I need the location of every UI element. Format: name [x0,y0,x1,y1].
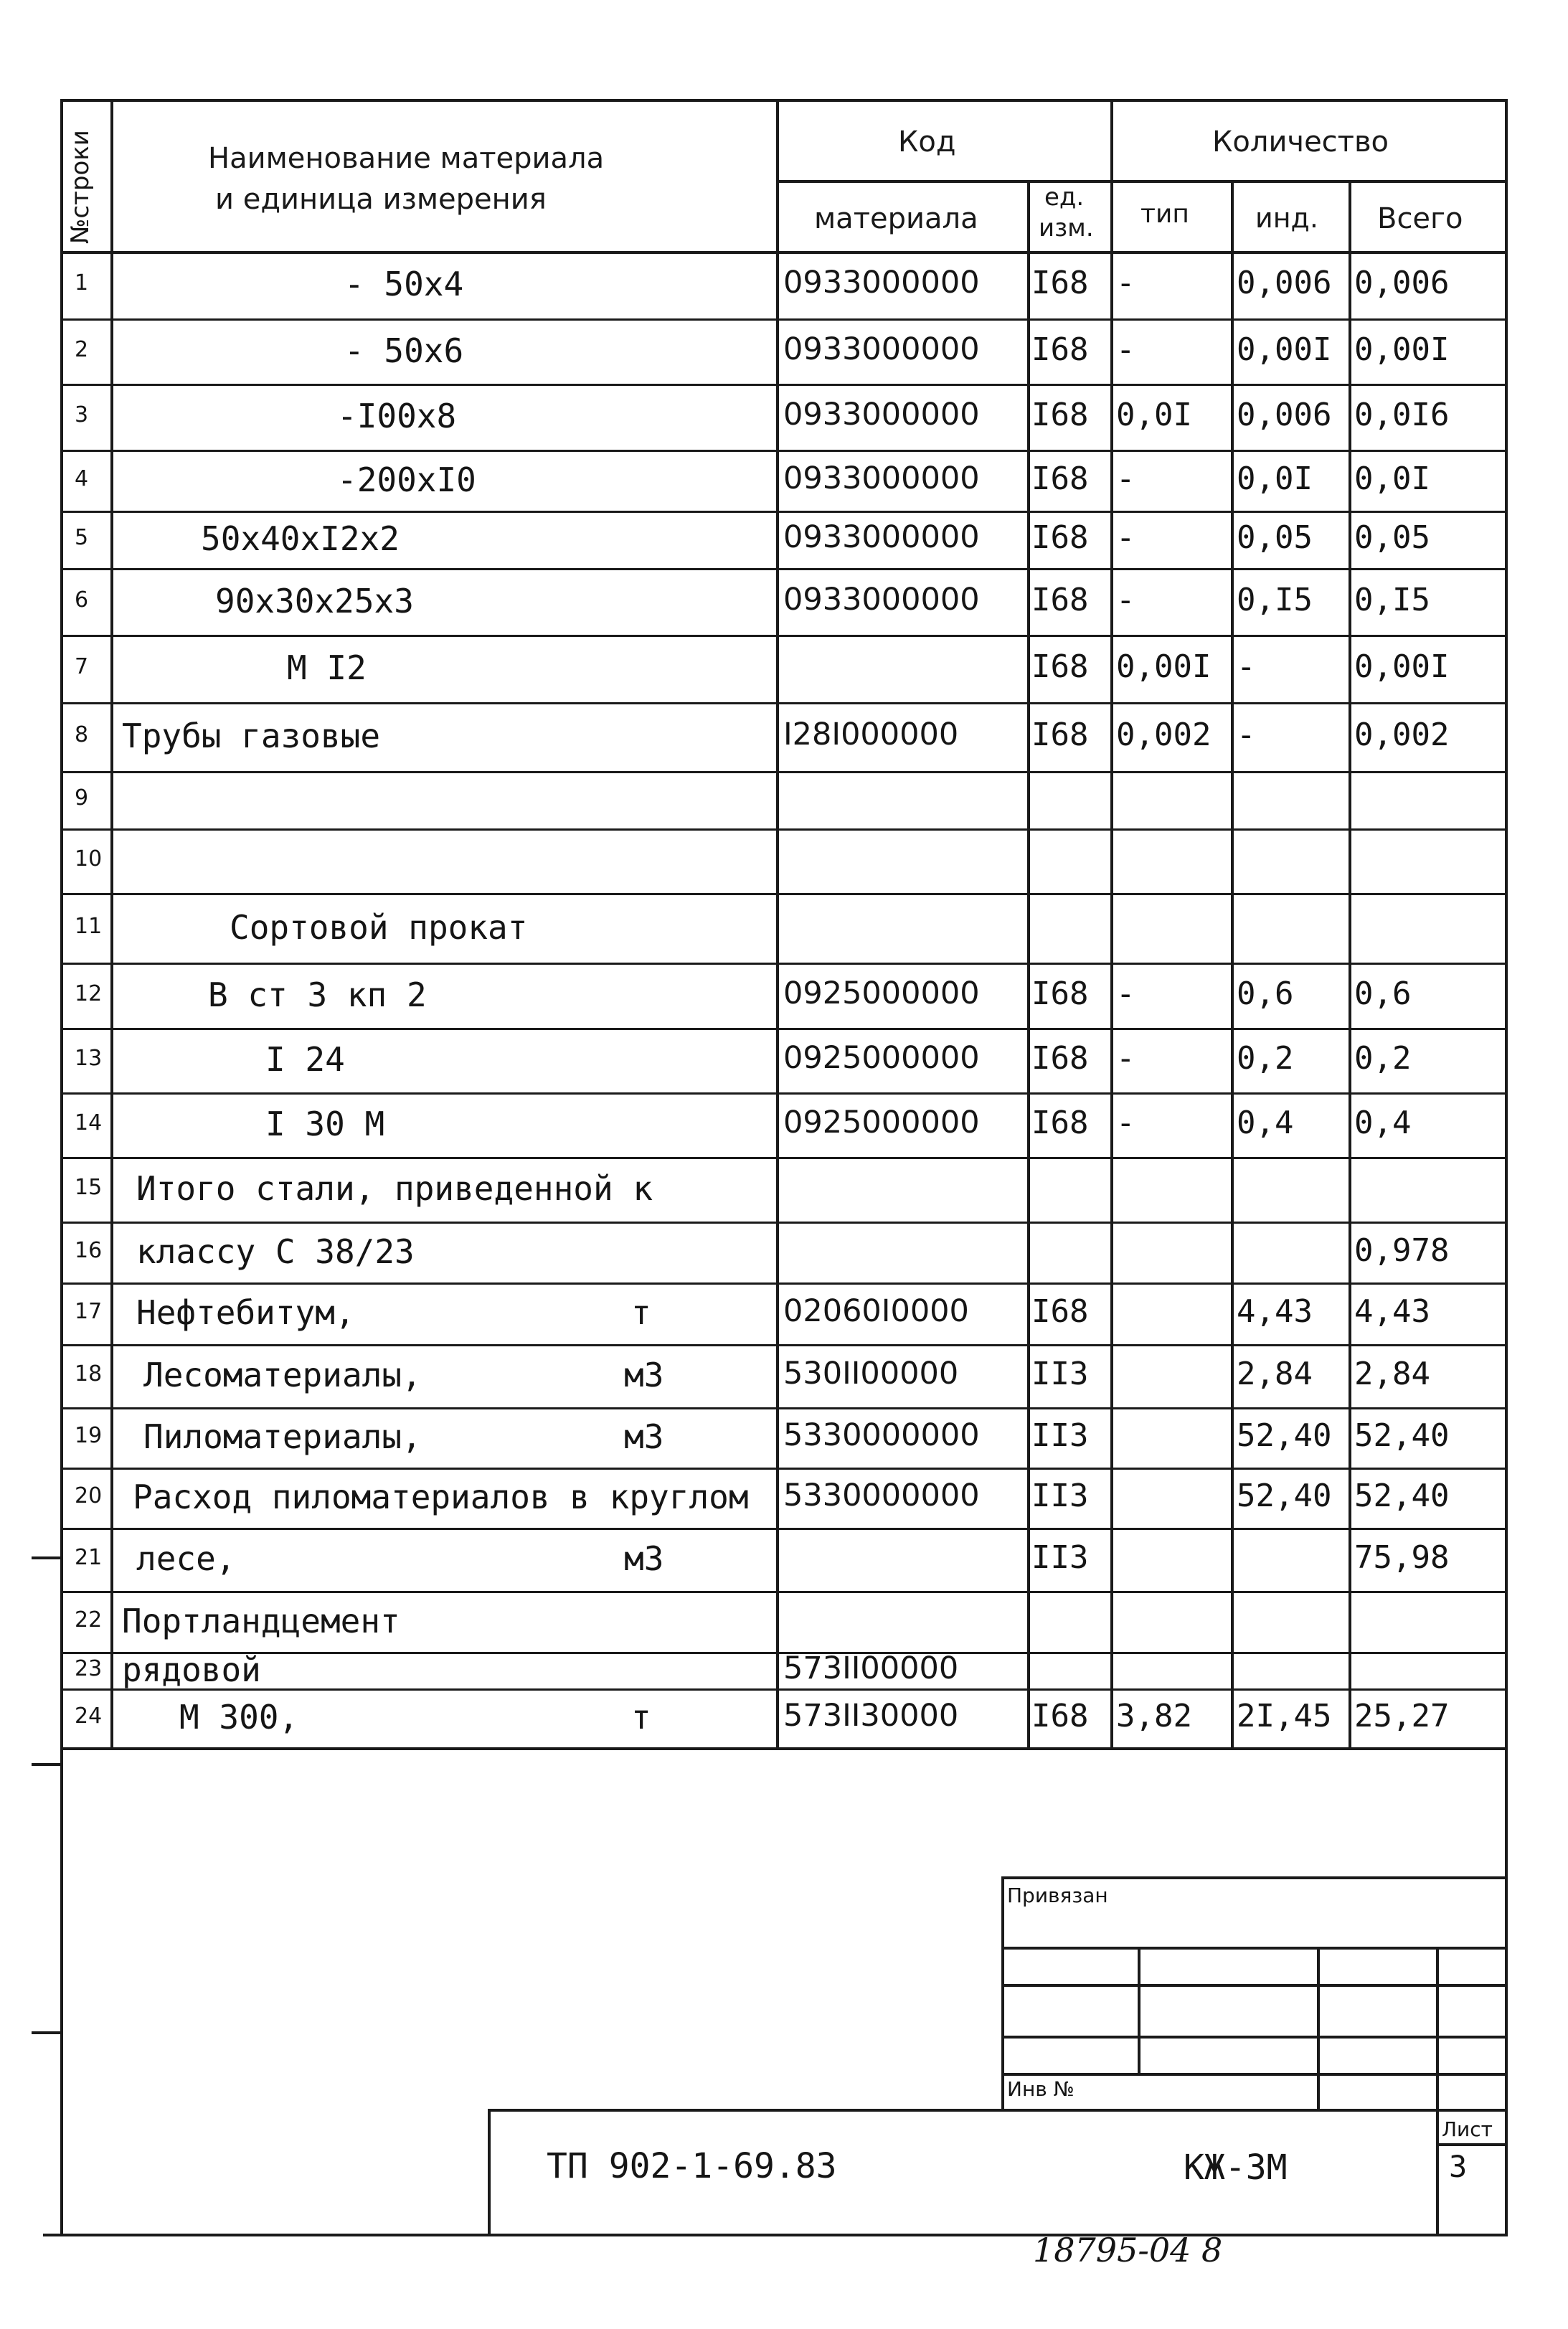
cell-total: 0,0I [1354,460,1430,497]
table-border-right [1505,99,1508,2235]
cell-name: В ст 3 кп 2 [208,975,427,1014]
cell-ind: 2,84 [1237,1356,1313,1392]
cell-total: 0,I5 [1354,581,1430,618]
title-block-top-line [488,2109,1508,2112]
cell-no: 7 [75,654,89,679]
cell-unit-symbol: т [631,1293,651,1332]
cell-name: Портландцемент [122,1601,400,1640]
cell-code: 5330000000 [783,1478,980,1513]
cell-name: - 50x6 [344,331,464,370]
cell-total: 0,2 [1354,1040,1412,1077]
cell-ind: - [1237,717,1256,753]
cell-no: 2 [75,336,89,362]
cell-name: Итого стали, приведенной к [136,1169,653,1208]
cell-total: 52,40 [1354,1478,1450,1514]
cell-ind: 0,05 [1237,519,1313,556]
row-separator [60,1591,1508,1593]
cell-code: 0933000000 [783,519,980,555]
row-separator [60,384,1508,386]
cell-name: I 24 [265,1040,345,1079]
cell-unit: I68 [1031,1105,1089,1141]
cell-code: 0925000000 [783,975,980,1011]
cell-code: 530II00000 [783,1356,959,1392]
cell-name: Расход пиломатериалов в круглом [133,1478,749,1516]
cell-ind: - [1237,648,1256,685]
cell-no: 20 [75,1483,103,1508]
row-separator [60,1092,1508,1095]
cell-name: M I2 [287,648,367,687]
cell-type: 3,82 [1116,1698,1192,1734]
header-subrow-line [776,180,1508,183]
cell-unit: I68 [1031,397,1089,433]
cell-code: 0933000000 [783,460,980,496]
cell-ind: 4,43 [1237,1293,1313,1330]
row-separator [60,318,1508,321]
cell-unit-symbol: м3 [624,1356,664,1394]
cell-no: 16 [75,1237,103,1263]
cell-no: 11 [75,913,103,939]
row-separator [60,450,1508,452]
cell-total: 0,002 [1354,717,1450,753]
cell-unit: I68 [1031,331,1089,368]
cell-no: 23 [75,1655,103,1681]
cell-code: 0933000000 [783,581,980,618]
cell-total: 4,43 [1354,1293,1430,1330]
cell-name: классу С 38/23 [136,1232,415,1271]
cell-name: рядовой [122,1650,261,1689]
cell-no: 24 [75,1704,103,1729]
cell-unit: I68 [1031,265,1089,301]
cell-type: - [1116,519,1135,556]
cell-type: - [1116,460,1135,497]
cell-type: 0,00I [1116,648,1212,685]
header-code: Код [898,126,956,159]
cell-unit: II3 [1031,1417,1089,1454]
cell-ind: 52,40 [1237,1417,1332,1454]
row-separator [60,893,1508,895]
sheet-number: 3 [1449,2149,1468,2184]
header-code-unit-1: ед. [1044,183,1085,212]
cell-code: 5330000000 [783,1417,980,1453]
stamp-line-3 [1001,2036,1508,2039]
stamp-line-2 [1001,1984,1508,1987]
cell-name: I 30 M [265,1105,385,1143]
cell-name: - 50x4 [344,265,464,303]
cell-total: 0,006 [1354,265,1450,301]
header-code-material: материала [814,202,978,235]
cell-code: 0933000000 [783,397,980,433]
col-line-unit [1110,99,1113,1749]
cell-name: Сортовой прокат [230,907,528,947]
cell-no: 18 [75,1361,103,1386]
cell-no: 15 [75,1175,103,1200]
cell-no: 5 [75,525,89,550]
doc-code: ТП 902-1-69.83 [547,2146,837,2186]
header-quantity: Количество [1212,126,1389,159]
cell-code: 02060I0000 [783,1293,969,1329]
row-separator [60,963,1508,965]
sheet-label: Лист [1442,2117,1493,2141]
header-row-number: №строки [66,130,95,244]
cell-unit: I68 [1031,581,1089,618]
cell-name: 50x40xI2x2 [201,519,400,558]
col-line-rownum [110,99,113,1749]
row-separator [60,511,1508,513]
cell-unit: I68 [1031,1698,1089,1734]
stamp-inv-label: Инв № [1007,2077,1075,2101]
cell-unit: I68 [1031,1293,1089,1330]
row-separator [60,1528,1508,1530]
cell-type: - [1116,1105,1135,1141]
cell-total: 0,6 [1354,975,1412,1012]
cell-code: 573II00000 [783,1650,959,1686]
header-qty-ind: инд. [1255,202,1318,234]
cell-no: 22 [75,1607,103,1633]
header-code-unit-2: изм. [1039,214,1094,242]
cell-no: 17 [75,1299,103,1324]
margin-tick-3 [32,2031,62,2034]
cell-total: 0,978 [1354,1232,1450,1269]
cell-unit: I68 [1031,975,1089,1012]
row-separator [60,1688,1508,1691]
stamp-line-4 [1001,2073,1508,2076]
cell-ind: 0,006 [1237,265,1332,301]
cell-code: 0925000000 [783,1040,980,1076]
row-separator [60,1028,1508,1030]
cell-no: 1 [75,270,89,296]
row-separator [60,771,1508,773]
header-qty-type: тип [1140,199,1189,229]
cell-unit: II3 [1031,1478,1089,1514]
cell-no: 4 [75,466,89,491]
cell-no: 19 [75,1423,103,1448]
title-block-left-line [488,2109,491,2235]
cell-total: 0,4 [1354,1105,1412,1141]
cell-unit-symbol: м3 [624,1417,664,1456]
row-separator [60,702,1508,704]
cell-no: 14 [75,1110,103,1135]
page-bottom-line [43,2234,1508,2236]
cell-name: -200xI0 [337,460,476,499]
margin-tick-1 [32,1556,62,1559]
cell-code: 0925000000 [783,1105,980,1140]
cell-no: 10 [75,846,103,871]
cell-ind: 52,40 [1237,1478,1332,1514]
stamp-line-1 [1001,1947,1508,1950]
cell-no: 3 [75,402,89,427]
cell-code: 0933000000 [783,265,980,301]
cell-code: 0933000000 [783,331,980,367]
cell-unit-symbol: т [631,1698,651,1737]
cell-unit: I68 [1031,648,1089,685]
cell-ind: 0,2 [1237,1040,1294,1077]
cell-ind: 0,I5 [1237,581,1313,618]
stamp-inner-v3 [1436,1947,1439,2234]
header-qty-total: Всего [1377,202,1463,235]
cell-ind: 0,00I [1237,331,1332,368]
table-bottom-line [60,1747,1508,1750]
cell-ind: 2I,45 [1237,1698,1332,1734]
cell-no: 8 [75,722,89,747]
handwritten-number: 18795-04 8 [1033,2231,1223,2269]
cell-unit: II3 [1031,1356,1089,1392]
cell-total: 0,00I [1354,648,1450,685]
cell-total: 0,00I [1354,331,1450,368]
cell-total: 25,27 [1354,1698,1450,1734]
table-border-left [60,99,63,2235]
cell-unit-symbol: м3 [624,1539,664,1578]
header-bottom-line [60,251,1508,254]
header-name-line2: и единица измерения [215,183,547,216]
stamp-top-line [1001,1876,1508,1879]
cell-type: 0,0I [1116,397,1192,433]
cell-type: 0,002 [1116,717,1212,753]
stamp-inner-v1 [1138,1947,1140,2073]
cell-unit: I68 [1031,717,1089,753]
stamp-left-line [1001,1876,1004,2112]
cell-total: 0,0I6 [1354,397,1450,433]
cell-name: Нефтебитум, [136,1293,355,1332]
cell-ind: 0,0I [1237,460,1313,497]
cell-ind: 0,6 [1237,975,1294,1012]
row-separator [60,828,1508,831]
cell-unit: I68 [1031,519,1089,556]
cell-total: 52,40 [1354,1417,1450,1454]
cell-no: 13 [75,1046,103,1071]
cell-type: - [1116,581,1135,618]
cell-unit: I68 [1031,1040,1089,1077]
table-border-top [60,99,1508,102]
cell-name: -I00x8 [337,397,457,435]
cell-name: Пиломатериалы, [143,1417,422,1456]
stamp-inner-v2 [1317,1947,1320,2112]
cell-total: 75,98 [1354,1539,1450,1576]
cell-name: лесе, [136,1539,236,1578]
cell-no: 21 [75,1545,103,1570]
cell-type: - [1116,1040,1135,1077]
cell-no: 6 [75,587,89,613]
cell-unit: II3 [1031,1539,1089,1576]
header-name-line1: Наименование материала [208,142,605,175]
cell-ind: 0,006 [1237,397,1332,433]
cell-code: 573II30000 [783,1698,959,1734]
cell-code: I28I000000 [783,717,959,752]
cell-name: Трубы газовые [122,717,381,755]
cell-type: - [1116,331,1135,368]
row-separator [60,1344,1508,1346]
cell-total: 2,84 [1354,1356,1430,1392]
cell-ind: 0,4 [1237,1105,1294,1141]
cell-type: - [1116,265,1135,301]
row-separator [60,568,1508,570]
sheet-label-line [1436,2143,1508,2146]
row-separator [60,1222,1508,1224]
margin-tick-2 [32,1763,62,1766]
col-line-name [776,99,779,1749]
row-separator [60,1407,1508,1409]
cell-name: Лесоматериалы, [143,1356,422,1394]
row-separator [60,635,1508,637]
cell-no: 9 [75,785,89,811]
cell-name: M 300, [179,1698,299,1737]
cell-unit: I68 [1031,460,1089,497]
cell-total: 0,05 [1354,519,1430,556]
row-separator [60,1468,1508,1470]
cell-type: - [1116,975,1135,1012]
stamp-bound-label: Привязан [1007,1884,1108,1907]
row-separator [60,1282,1508,1285]
row-separator [60,1157,1508,1159]
cell-no: 12 [75,981,103,1006]
doc-mark: КЖ-ЗМ [1184,2148,1288,2188]
cell-name: 90x30x25x3 [215,581,414,620]
